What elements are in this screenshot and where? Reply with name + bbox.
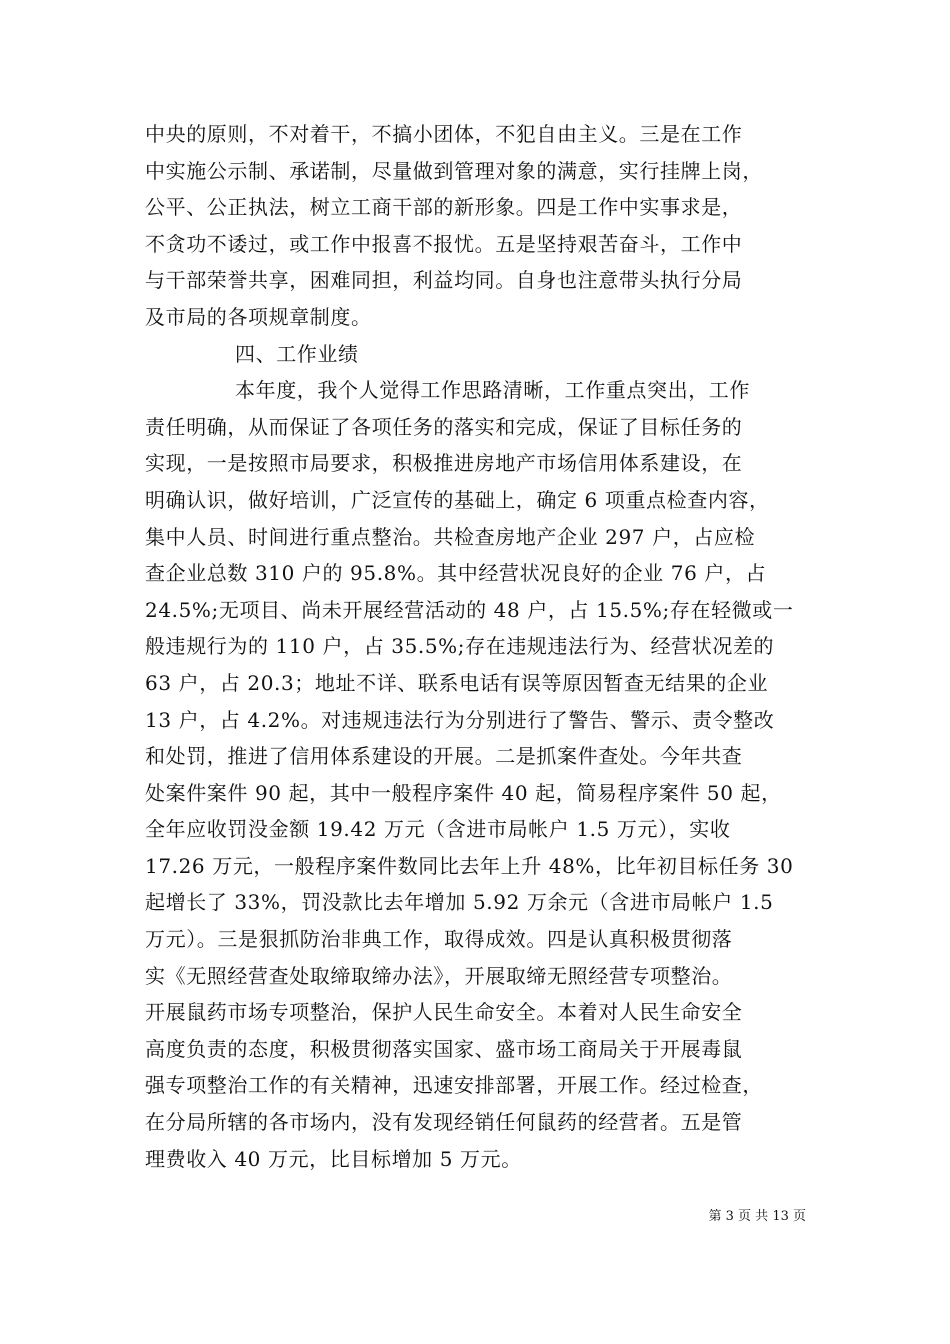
text-line: 与干部荣誉共享，困难同担，利益均同。自身也注意带头执行分局 bbox=[145, 268, 743, 293]
text-line: 强专项整治工作的有关精神，迅速安排部署，开展工作。经过检查， bbox=[145, 1073, 763, 1098]
text-line: 在分局所辖的各市场内，没有发现经销任何鼠药的经营者。五是管 bbox=[145, 1110, 743, 1135]
text-line: 高度负责的态度，积极贯彻落实国家、盛市场工商局关于开展毒鼠 bbox=[145, 1036, 743, 1061]
text-line: 理费收入 40 万元，比目标增加 5 万元。 bbox=[145, 1146, 522, 1171]
text-line: 不贪功不诿过，或工作中报喜不报忧。五是坚持艰苦奋斗，工作中 bbox=[145, 231, 743, 256]
text-line: 责任明确，从而保证了各项任务的落实和完成，保证了目标任务的 bbox=[145, 414, 743, 439]
text-line: 开展鼠药市场专项整治，保护人民生命安全。本着对人民生命安全 bbox=[145, 1000, 743, 1025]
text-line: 24.5%;无项目、尚未开展经营活动的 48 户，占 15.5%;存在轻微或一 bbox=[145, 597, 794, 622]
text-line: 处案件案件 90 起，其中一般程序案件 40 起，简易程序案件 50 起， bbox=[145, 780, 782, 805]
text-line: 及市局的各项规章制度。 bbox=[145, 304, 372, 329]
text-line: 万元）。三是狠抓防治非典工作，取得成效。四是认真积极贯彻落 bbox=[145, 927, 733, 952]
text-line: 63 户，占 20.3；地址不详、联系电话有误等原因暂查无结果的企业 bbox=[145, 670, 769, 695]
text-line: 实现，一是按照市局要求，积极推进房地产市场信用体系建设，在 bbox=[145, 451, 743, 476]
page-number-footer: 第 3 页 共 13 页 bbox=[708, 1209, 806, 1224]
text-line: 起增长了 33%，罚没款比去年增加 5.92 万余元（含进市局帐户 1.5 bbox=[145, 890, 774, 915]
text-line: 17.26 万元，一般程序案件数同比去年上升 48%，比年初目标任务 30 bbox=[145, 853, 794, 878]
text-line: 13 户，占 4.2%。对违规违法行为分别进行了警告、警示、责令整改 bbox=[145, 707, 775, 732]
text-line: 实《无照经营查处取缔取缔办法》，开展取缔无照经营专项整治。 bbox=[145, 963, 733, 988]
text-line: 集中人员、时间进行重点整治。共检查房地产企业 297 户，占应检 bbox=[145, 524, 756, 549]
text-line: 和处罚，推进了信用体系建设的开展。二是抓案件查处。今年共查 bbox=[145, 744, 743, 769]
text-line: 中央的原则，不对着干，不搞小团体，不犯自由主义。三是在工作 bbox=[145, 122, 743, 146]
paragraph-2 bbox=[145, 372, 817, 1177]
text-line: 明确认识，做好培训，广泛宣传的基础上，确定 6 项重点检查内容， bbox=[145, 487, 770, 512]
paragraph-1 bbox=[145, 116, 817, 336]
text-line: 全年应收罚没金额 19.42 万元（含进市局帐户 1.5 万元），实收 bbox=[145, 817, 731, 842]
text-line: 本年度，我个人觉得工作思路清晰，工作重点突出，工作 bbox=[235, 378, 750, 403]
document-body bbox=[145, 116, 817, 1177]
text-line: 般违规行为的 110 户，占 35.5%;存在违规违法行为、经营状况差的 bbox=[145, 634, 775, 659]
section-heading: 四、工作业绩 bbox=[235, 341, 359, 366]
text-line: 公平、公正执法，树立工商干部的新形象。四是工作中实事求是， bbox=[145, 195, 743, 220]
text-line: 中实施公示制、承诺制，尽量做到管理对象的满意，实行挂牌上岗， bbox=[145, 158, 763, 183]
text-line: 查企业总数 310 户的 95.8%。其中经营状况良好的企业 76 户，占 bbox=[145, 561, 767, 586]
